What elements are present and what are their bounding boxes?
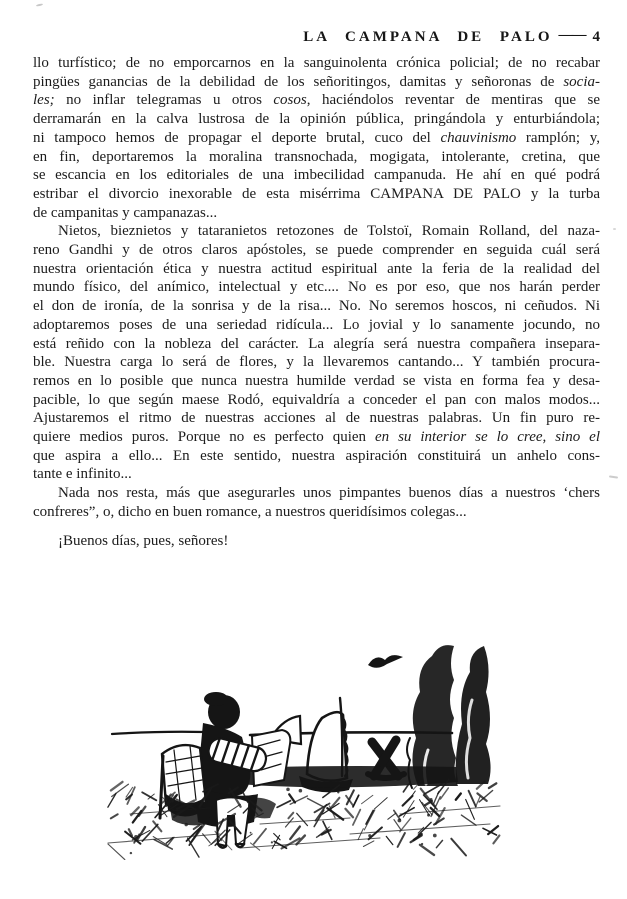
- body-text: ¡Buenos días, pues, señores!: [58, 532, 229, 549]
- body-text: remos en lo posible que nunca nuestra humilde verdad se vista en forma fea y desa-: [33, 372, 600, 389]
- page-number: 4: [592, 29, 600, 45]
- text-line: [33, 110, 600, 129]
- body-text: , haciéndolos reventar de mentiras que se: [306, 92, 600, 109]
- bird-icon: [368, 655, 403, 668]
- body-text: nuestra orientación ética y nuestra actitud espiritual ante la feria de la realidad del: [33, 260, 600, 277]
- body-text: reno Gandhi y de otros claros apóstoles, se puede comprender en seguida cuál será: [33, 242, 600, 259]
- paragraph: [33, 54, 600, 222]
- scan-speck: [36, 3, 43, 6]
- body-text: se escancia en los editoriales de una imbecilidad campanuda. He ahí en qué podrá: [33, 167, 600, 184]
- body-text: estribar el divorcio inexorable de esta misérrima CAMPANA DE PALO y la turba: [33, 185, 600, 202]
- paragraph: [33, 222, 600, 484]
- body-text: llo turfístico; de no emporcarnos en la sanguinolenta crónica policial; de no recabar: [33, 55, 600, 71]
- body-text: ni tampoco hemos de propagar el deporte brutal, cuco del: [33, 129, 441, 146]
- text-line: [33, 532, 600, 551]
- text-line: [33, 129, 600, 148]
- italic-text: en su interior se lo cree, sino el: [374, 429, 600, 446]
- body-text: ble. Nuestra carga lo será de flores, y la llevaremos cantando... Y también procura-: [33, 354, 600, 371]
- text-line: [33, 447, 600, 466]
- article-body: [33, 54, 600, 550]
- body-text: Nada nos resta, más que asegurarles unos pimpantes buenos días a nuestros ‘chers: [58, 485, 600, 502]
- body-text: derramarán en la calva lustrosa de la opinión pública, pringándola y enturbiándola;: [33, 111, 600, 128]
- text-line: [33, 166, 600, 185]
- italic-text: socia-: [563, 73, 600, 90]
- seated-figure: [160, 692, 290, 848]
- text-line: [33, 204, 600, 223]
- text-line: [33, 428, 600, 447]
- body-text: que aspira a ello... En este sentido, nuestra aspiración constituirá un anhelo cons-: [33, 447, 600, 464]
- body-text: Ajustaremos el ritmo de nuestras acciones al de nuestras palabras. Un fin puro re-: [33, 410, 600, 427]
- body-text: está reñido con la nobleza del carácter. La alegría será nuestra compañera insepara-: [33, 335, 600, 352]
- running-header: [303, 29, 600, 46]
- body-text: tante e infinito...: [33, 466, 132, 483]
- text-line: [33, 185, 600, 204]
- body-text: ramplón; y,: [516, 129, 600, 146]
- text-line: [33, 54, 600, 73]
- publication-title: LA CAMPANA DE PALO: [303, 29, 553, 45]
- text-line: [33, 465, 600, 484]
- text-line: [33, 91, 600, 110]
- text-line: [33, 391, 600, 410]
- italic-text: les;: [33, 92, 55, 109]
- body-text: Nietos, bieznietos y tataranietos retozones de Tolstoï, Romain Rolland, del naza-: [58, 223, 600, 240]
- text-line: [33, 73, 600, 92]
- text-line: [33, 503, 600, 522]
- text-line: [33, 297, 600, 316]
- seaside-sketch-illustration: [100, 638, 510, 860]
- body-text: de campanitas y campanazas...: [33, 204, 218, 221]
- body-text: mundo físico, del anímico, intelectual y etc.... No es por eso, que nos harán perder: [33, 279, 600, 296]
- header-dash: ——: [558, 27, 585, 43]
- italic-text: cosos: [273, 92, 307, 109]
- body-text: confreres”, o, dicho en buen romance, a nuestros queridísimos colegas...: [33, 503, 467, 520]
- text-line: [33, 335, 600, 354]
- text-line: [33, 222, 600, 241]
- text-line: [33, 353, 600, 372]
- body-text: en fin, deportaremos la moralina transnochada, mogigata, intolerante, cretina, que: [33, 148, 600, 165]
- text-line: [33, 278, 600, 297]
- paragraph: [33, 484, 600, 521]
- body-text: el don de ironía, de la sonrisa y de la risa... No. No seremos hoscos, ni ceñudos. Ni: [33, 298, 600, 315]
- text-line: [33, 316, 600, 335]
- body-text: quiere medios puros. Porque no es perfecto quien: [33, 429, 375, 446]
- text-line: [33, 260, 600, 279]
- body-text: adoptaremos poses de una seriedad ridícula... Lo jovial y lo sanamente jocundo, no: [33, 316, 600, 333]
- body-text: no inflar telegramas u otros: [54, 92, 274, 109]
- text-line: [33, 484, 600, 503]
- body-text: pingües ganancias de la debilidad de los señoritingos, damitas y señoronas de: [33, 73, 564, 90]
- scan-speck: [609, 475, 618, 478]
- scan-speck: [613, 228, 616, 230]
- text-line: [33, 148, 600, 167]
- italic-text: chauvinismo: [440, 129, 517, 146]
- text-line: [33, 409, 600, 428]
- body-text: pacible, lo que según maese Rodó, equivaldría a conceder el pan con malos modos...: [33, 391, 600, 408]
- paragraph: [33, 532, 600, 551]
- text-line: [33, 372, 600, 391]
- text-line: [33, 241, 600, 260]
